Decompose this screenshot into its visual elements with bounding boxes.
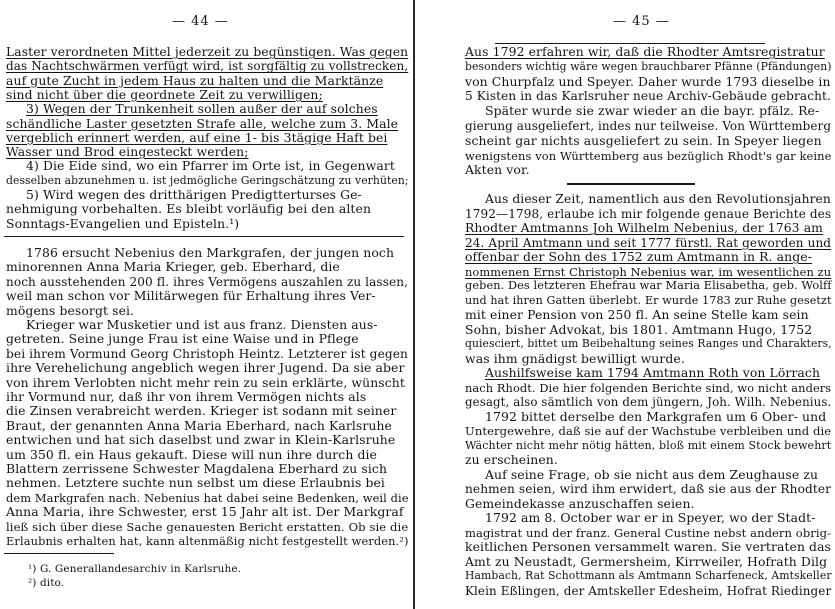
text-line: die Zinsen verabreicht werden. Krieger ist sodann mit seiner xyxy=(6,403,397,419)
text-line: nehmigung vorbehalten. Es bleibt vorläufig bei den alten xyxy=(6,201,372,217)
text-line: Sohn, bisher Advokat, bis 1801. Amtmann Hugo, 1752 xyxy=(465,321,813,337)
text-line: besonders wichtig wäre wegen brauchbarer Pfänne (Pfändungen) xyxy=(465,59,832,73)
text-line: minorennen Anna Maria Krieger, geb. Eberhard, die xyxy=(6,259,340,275)
text-line: Aushilfsweise kam 1794 Amtmann Roth von Lörrach xyxy=(485,365,821,380)
text-line: schändliche Laster gesetzten Strafe alle, welche zum 3. Male xyxy=(6,115,399,131)
text-line: Blattern zerrissene Schwester Magdalena Eberhard zu sich xyxy=(6,461,388,476)
text-line: nehmen. Letztere suchte nun selbst um diese Erlaubnis bei xyxy=(6,475,385,491)
text-line: Krieger war Musketier und ist aus franz. Diensten aus- xyxy=(26,317,378,332)
text-line: Aus dieser Zeit, namentlich aus den Revolutionsjahren xyxy=(485,192,831,206)
text-line: gierung ausgeliefert, indes nur teilweise. Von Württemberg xyxy=(465,119,832,133)
text-line: nommenen Ernst Christoph Nebenius war, im wesentlichen zu xyxy=(465,264,832,279)
text-line: weil man schon vor Militärwegen für Erhaltung ihres Ver- xyxy=(6,288,376,304)
text-line: vergeblich erinnert werden, auf eine 1- bis 3tägige Haft bei xyxy=(6,129,388,145)
text-line: 3) Wegen der Trunkenheit sollen außer der auf solches xyxy=(26,101,378,117)
text-line: zu erscheinen. xyxy=(465,452,558,467)
text-line: entwichen und hat sich daselbst und zwar in Klein-Karlsruhe xyxy=(6,432,396,448)
text-line: Rhodter Amtmanns Joh Wilhelm Nebenius, der 1763 am xyxy=(465,220,824,235)
text-line: 1786 ersucht Nebenius den Markgrafen, der jungen noch xyxy=(26,245,395,260)
text-line: Braut, der genannten Anna Maria Eberhard, nach Karlsruhe xyxy=(6,417,392,433)
page-left xyxy=(0,0,412,609)
text-line: sind nicht über die geordnete Zeit zu verwilligen; xyxy=(6,86,323,102)
text-line: Hambach, Rat Schottmann als Amtmann Scharfeneck, Amtskeller xyxy=(465,569,832,582)
text-line: Wasser und Brod eingesteckt werden; xyxy=(6,144,249,160)
text-line: mögens besorgt sei. xyxy=(6,302,135,318)
text-line: von Churpfalz und Speyer. Daher wurde 1793 dieselbe in xyxy=(465,73,831,89)
text-line: 5) Wird wegen des dritthärigen Predigtterturses Ge- xyxy=(26,187,362,202)
text-line: scheint gar nichts ausgeliefert zu sein. In Speyer liegen xyxy=(465,132,822,148)
text-line: nehmen seien, wird ihm erwidert, daß sie aus der Rhodter xyxy=(465,482,832,496)
text-line: nach Rhodt. Die hier folgenden Berichte sind, wo nicht anders xyxy=(465,380,832,395)
text-line: 1792 bittet derselbe den Markgrafen um 6 Ober- und xyxy=(485,408,827,424)
text-line: Laster verordneten Mittel jederzeit zu begünstigen. Was gegen xyxy=(6,45,409,59)
text-line: dem Markgrafen nach. Nebenius hat dabei seine Bedenken, weil die xyxy=(6,490,409,505)
text-line: desselben abzunehmen u. ist jedmögliche Geringschätzung zu verhüten; xyxy=(6,173,409,187)
text-line: Amt zu Neustadt, Germersheim, Kirrweiler, Hofrath Dilg xyxy=(465,553,828,569)
text-line: Untergewehre, daß sie auf der Wachstube verbleiben und die xyxy=(465,424,832,438)
text-line: Auf seine Frage, ob sie nicht aus dem Zeughause zu xyxy=(485,466,819,482)
text-line: noch ausstehenden 200 fl. ihres Vermögens auszahlen zu lassen, xyxy=(6,274,409,289)
text-line: magistrat und der franz. General Custine nebst andern obrig- xyxy=(465,525,832,540)
text-line: Wächter nicht mehr nötig hätten, bloß mit einem Stock bewehrt xyxy=(465,438,832,452)
page-number: — 45 — xyxy=(613,14,670,29)
text-line: wenigstens von Württemberg aus bezüglich Rhodt's gar keine xyxy=(465,148,832,163)
page-number: — 44 — xyxy=(172,14,229,29)
text-line: bei ihrem Vormund Georg Christoph Heintz. Letzterer ist gegen xyxy=(6,346,408,361)
text-line: quiesciert, bittet um Beibehaltung seines Ranges und Charakters, xyxy=(465,337,832,350)
text-line: geben. Des letzteren Ehefrau war Maria Elisabetha, geb. Wolff xyxy=(465,279,832,292)
text-line: Aus 1792 erfahren wir, daß die Rhodter Amtsregistratur xyxy=(465,44,825,59)
page-gutter xyxy=(413,0,415,609)
text-line: Klein Eßlingen, der Amtskeller Edesheim, Hofrat Riedinger xyxy=(465,583,832,598)
text-line: Anna Maria, ihre Schwester, erst 15 Jahr alt ist. Der Markgraf xyxy=(6,504,404,520)
text-line: von ihrem Verlobten nicht mehr rein zu sein erklärte, wünscht xyxy=(6,374,405,390)
text-line: Später wurde sie zwar wieder an die bayr. pfälz. Re- xyxy=(485,103,820,119)
text-line: offenbar der Sohn des 1752 zum Amtmann in R. ange- xyxy=(465,249,812,264)
footnote: ²) dito. xyxy=(28,577,65,589)
text-line: auf gute Zucht in jedem Haus zu halten und die Marktänze xyxy=(6,72,384,88)
text-line: Erlaubnis erhalten hat, kann altenmäßig nicht festgestellt werden.²) xyxy=(6,534,409,548)
footnote-divider xyxy=(4,553,114,554)
section-divider xyxy=(567,183,695,185)
text-line: ihr Vormund nur, daß ihr von ihrem Vermögen nichts als xyxy=(6,389,367,404)
text-line: 5 Kisten in das Karlsruher neue Archiv-Gebäude gebracht. xyxy=(465,89,831,104)
page-right xyxy=(417,0,835,609)
text-line: getreten. Seine junge Frau ist eine Waise und in Pflege xyxy=(6,331,359,347)
text-line: 1792 am 8. October war er in Speyer, wo der Stadt- xyxy=(485,510,816,525)
text-line: gesagt, also sämtlich von dem jüngern, Joh. Wilh. Nebenius. xyxy=(465,395,832,409)
text-line: und hat ihren Gatten überlebt. Er wurde 1783 zur Ruhe gesetzt xyxy=(465,293,832,307)
text-line: Gemeindekasse anzuschaffen seien. xyxy=(465,495,695,511)
text-line: Sonntags-Evangelien und Episteln.¹) xyxy=(6,215,240,231)
text-line: 4) Die Eide sind, wo ein Pfarrer im Orte ist, in Gegenwart xyxy=(26,158,395,174)
text-line: was ihm gnädigst bewilligt wurde. xyxy=(465,350,685,366)
text-line: keitlichen Personen versammelt waren. Sie vertraten das xyxy=(465,540,832,554)
section-divider xyxy=(4,236,404,237)
text-line: 24. April Amtmann und seit 1777 fürstl. Rat geworden und xyxy=(465,235,832,250)
text-line: um 350 fl. ein Haus gekauft. Diese will nun ihre durch die xyxy=(6,446,377,462)
text-line: ihre Verehelichung angeblich wegen ihrer Jugend. Da sie aber xyxy=(6,360,405,376)
text-line: 1792—1798, erlaube ich mir folgende genaue Berichte des xyxy=(465,206,832,221)
text-line: mit einer Pension von 250 fl. An seine Stelle kam sein xyxy=(465,307,809,322)
text-line: das Nachtschwärmen verfügt wird, ist sorgfältig zu vollstrecken, xyxy=(6,59,409,74)
text-line: ließ sich über diese Sache genauesten Bericht erstatten. Ob sie die xyxy=(6,519,409,534)
footnote: ¹) G. Generallandesarchiv in Karlsruhe. xyxy=(28,563,242,575)
text-line: Akten vor. xyxy=(465,162,530,178)
